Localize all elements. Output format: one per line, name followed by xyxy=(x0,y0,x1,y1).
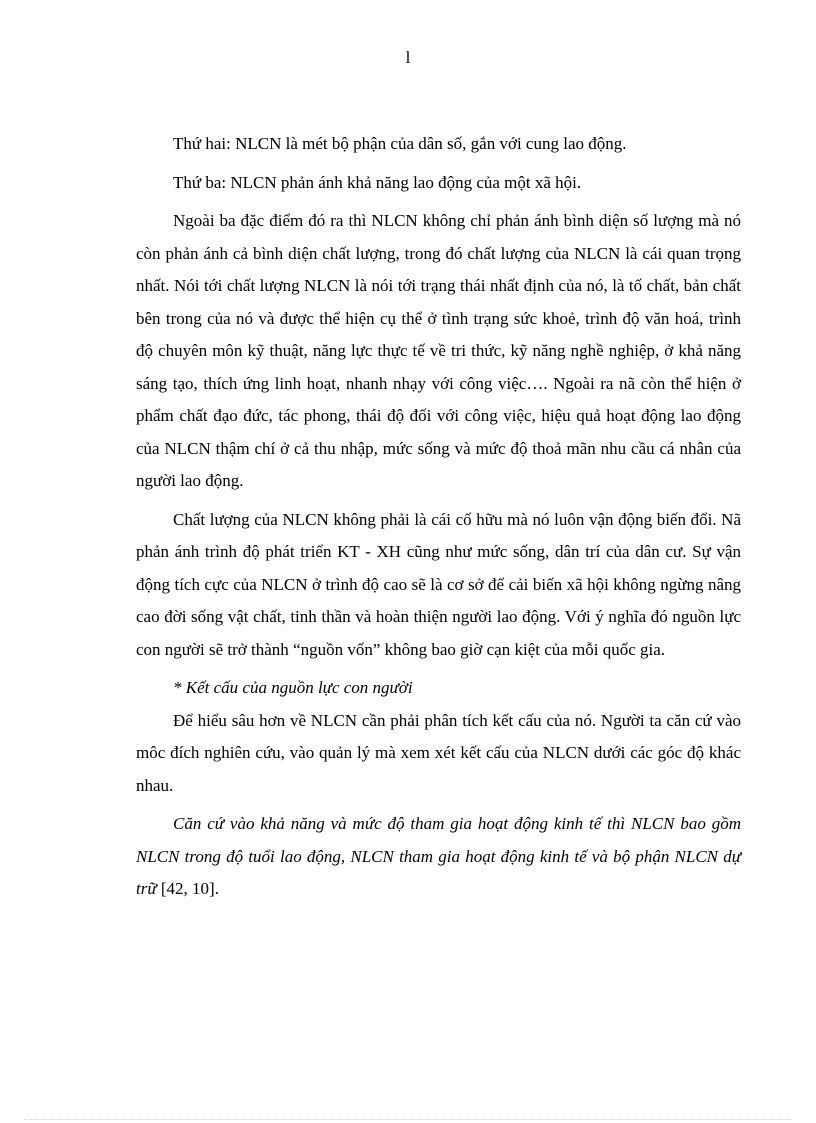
section-heading: * Kết cấu của nguồn lực con người xyxy=(173,678,413,697)
paragraph-structure: Để hiểu sâu hơn về NLCN cần phải phân tích kết cấu của nó. Người ta căn cứ vào môc đích nghiên cứu, vào quản lý mà xem xét kết cấu của NLCN dưới các góc độ khác nhau. xyxy=(136,710,741,795)
footer-divider xyxy=(24,1119,792,1120)
italic-criteria-text: Căn cứ vào khả năng và mức độ tham gia hoạt động kinh tế thì NLCN bao gồm NLCN trong độ tuổi lao động, NLCN tham gia hoạt động kinh tế và bộ phận NLCN dự trữ xyxy=(136,814,741,898)
paragraph-italic-criteria xyxy=(136,808,741,906)
paragraph-third-feature: Thứ ba: NLCN phản ánh khả năng lao động của một xã hội. xyxy=(173,172,582,192)
paragraph-quality: Ngoài ba đặc điểm đó ra thì NLCN không chỉ phản ánh bình diện số lượng mà nó còn phản ánh cả bình diện chất lượng, trong đó chất lượng của NLCN là cái quan trọng nhất. Nói tới chất lượng NLCN là nói tới trạng thái nhất định của nó, là tố chất, bản chất bên trong của nó và được thể hiện cụ thể ở tình trạng sức khoẻ, trình độ văn hoá, trình độ chuyên môn kỹ thuật, năng lực thực tế về tri thức, kỹ năng nghề nghiệp, ở khả năng sáng tạo, thích ứng linh hoạt, nhanh nhạy với công việc…. Ngoài ra nã còn thể hiện ở phẩm chất đạo đức, tác phong, thái độ đối với công việc, hiệu quả hoạt động lao động của NLCN thậm chí ở cả thu nhập, mức sống và mức độ thoả mãn nhu cầu cá nhân của người lao động. xyxy=(136,211,741,490)
document-body xyxy=(136,128,741,906)
page-number: l xyxy=(405,48,411,67)
citation: [42, 10]. xyxy=(156,879,219,898)
paragraph-quality-change: Chất lượng của NLCN không phải là cái cố hữu mà nó luôn vận động biến đổi. Nã phản ánh trình độ phát triển KT - XH cũng như mức sống, dân trí của dân cư. Sự vận động tích cực của NLCN ở trình độ cao sẽ là cơ sở để cải biến xã hội không ngừng nâng cao đời sống vật chất, tinh thần và hoàn thiện người lao động. Với ý nghĩa đó nguồn lực con người sẽ trở thành “nguồn vốn” không bao giờ cạn kiệt của mỗi quốc gia. xyxy=(136,509,741,659)
paragraph-second-feature: Thứ hai: NLCN là mét bộ phận của dân số, gắn với cung lao động. xyxy=(173,134,627,153)
